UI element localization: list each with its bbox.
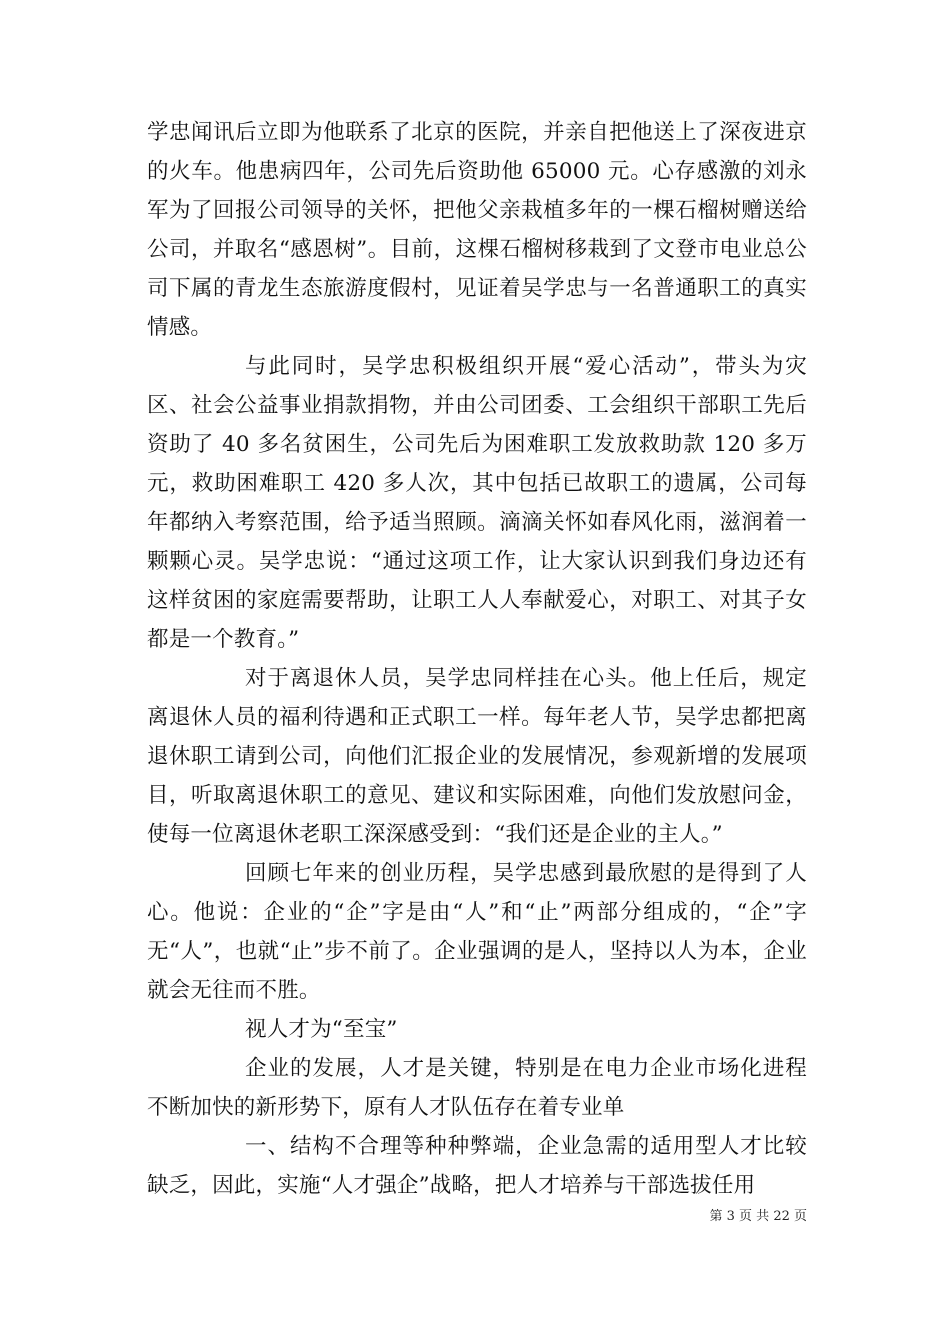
paragraph-structure: 一、结构不合理等种种弊端，企业急需的适用型人才比较缺乏，因此，实施“人才强企”战略，把人才培养与干部选拔任用 <box>147 1134 807 1198</box>
paragraph-review: 回顾七年来的创业历程，吴学忠感到最欣慰的是得到了人心。他说：企业的“企”字是由“人”和“止”两部分组成的，“企”字无“人”，也就“止”步不前了。企业强调的是人，坚持以人为本，企业就会无往而不胜。 <box>147 861 807 1003</box>
paragraph-love-activities: 与此同时，吴学忠积极组织开展“爱心活动”，带头为灾区、社会公益事业捐款捐物，并由公司团委、工会组织干部职工先后资助了 40 多名贫困生，公司先后为困难职工发放救助款 120 多万元，救助困难职工 420 多人次，其中包括已故职工的遗属，公司每年都纳入考察范围，给予适当照顾。滴滴关怀如春风化雨，滋润着一颗颗心灵。吴学忠说：“通过这项工作，让大家认识到我们身边还有这样贫困的家庭需要帮助，让职工人人奉献爱心，对职工、对其子女都是一个教育。” <box>147 354 807 652</box>
section-heading: 视人才为“至宝” <box>245 1017 398 1042</box>
paragraph-talent: 企业的发展，人才是关键，特别是在电力企业市场化进程不断加快的新形势下，原有人才队伍存在着专业单 <box>147 1056 807 1120</box>
paragraph-retirees: 对于离退休人员，吴学忠同样挂在心头。他上任后，规定离退休人员的福利待遇和正式职工一样。每年老人节，吴学忠都把离退休职工请到公司，向他们汇报企业的发展情况，参观新增的发展项目，听取离退休职工的意见、建议和实际困难，向他们发放慰问金，使每一位离退休老职工深深感受到：“我们还是企业的主人。” <box>147 666 807 847</box>
paragraph-continuation: 学忠闻讯后立即为他联系了北京的医院，并亲自把他送上了深夜进京的火车。他患病四年，公司先后资助他 65000 元。心存感激的刘永军为了回报公司领导的关怀，把他父亲栽植多年的一棵石榴树赠送给公司，并取名“感恩树”。目前，这棵石榴树移栽到了文登市电业总公司下属的青龙生态旅游度假村，见证着吴学忠与一名普通职工的真实情感。 <box>147 120 807 340</box>
page-number-footer: 第 3 页 共 22 页 <box>709 1209 807 1224</box>
document-body <box>147 113 807 1205</box>
